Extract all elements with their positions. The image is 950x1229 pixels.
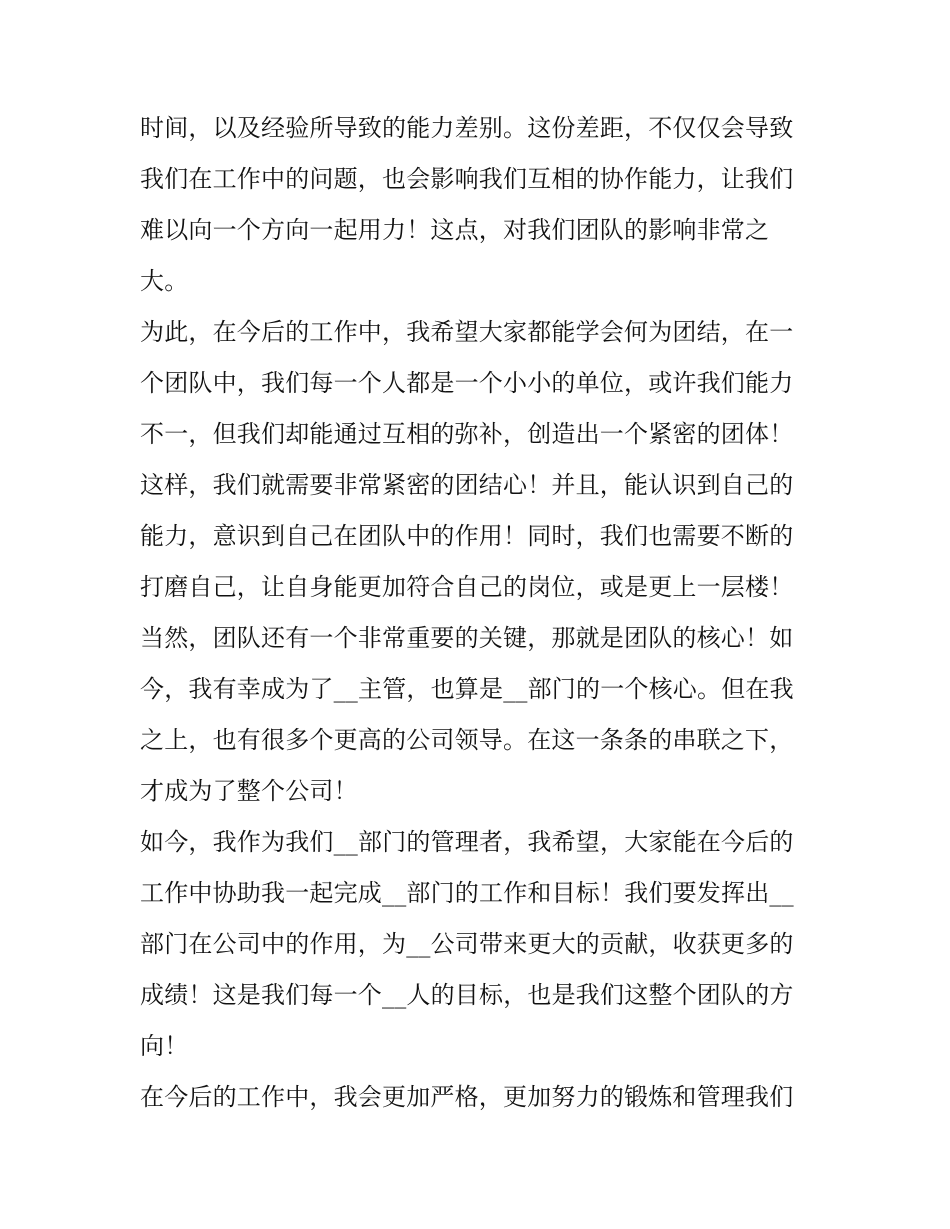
- text-line: 成绩！这是我们每一个__人的目标，也是我们这整个团队的方: [140, 981, 794, 1009]
- body-text: [140, 103, 820, 1123]
- text-line: 大。: [140, 267, 189, 295]
- text-line: 打磨自己，让自身能更加符合自己的岗位，或是更上一层楼！: [140, 573, 794, 601]
- text-line: 能力，意识到自己在团队中的作用！同时，我们也需要不断的: [140, 522, 794, 550]
- text-line: 工作中协助我一起完成__部门的工作和目标！我们要发挥出__: [140, 879, 794, 907]
- text-line: 部门在公司中的作用，为__公司带来更大的贡献，收获更多的: [140, 930, 794, 958]
- text-line: 时间，以及经验所导致的能力差别。这份差距，不仅仅会导致: [140, 114, 794, 142]
- text-line: 这样，我们就需要非常紧密的团结心！并且，能认识到自己的: [140, 471, 794, 499]
- text-line: 个团队中，我们每一个人都是一个小小的单位，或许我们能力: [140, 369, 794, 397]
- text-line: 为此，在今后的工作中，我希望大家都能学会何为团结，在一: [140, 318, 794, 346]
- text-line: 难以向一个方向一起用力！这点，对我们团队的影响非常之: [140, 216, 770, 244]
- text-line: 之上，也有很多个更高的公司领导。在这一条条的串联之下，: [140, 726, 794, 754]
- text-line: 当然，团队还有一个非常重要的关键，那就是团队的核心！如: [140, 624, 794, 652]
- text-line: 才成为了整个公司！: [140, 777, 358, 805]
- text-line: 在今后的工作中，我会更加严格，更加努力的锻炼和管理我们: [140, 1083, 794, 1111]
- text-line: 今，我有幸成为了__主管，也算是__部门的一个核心。但在我: [140, 675, 794, 703]
- text-line: 不一，但我们却能通过互相的弥补，创造出一个紧密的团体！: [140, 420, 794, 448]
- text-line: 我们在工作中的问题，也会影响我们互相的协作能力，让我们: [140, 165, 794, 193]
- text-line: 如今，我作为我们__部门的管理者，我希望，大家能在今后的: [140, 828, 794, 856]
- text-line: 向！: [140, 1032, 189, 1060]
